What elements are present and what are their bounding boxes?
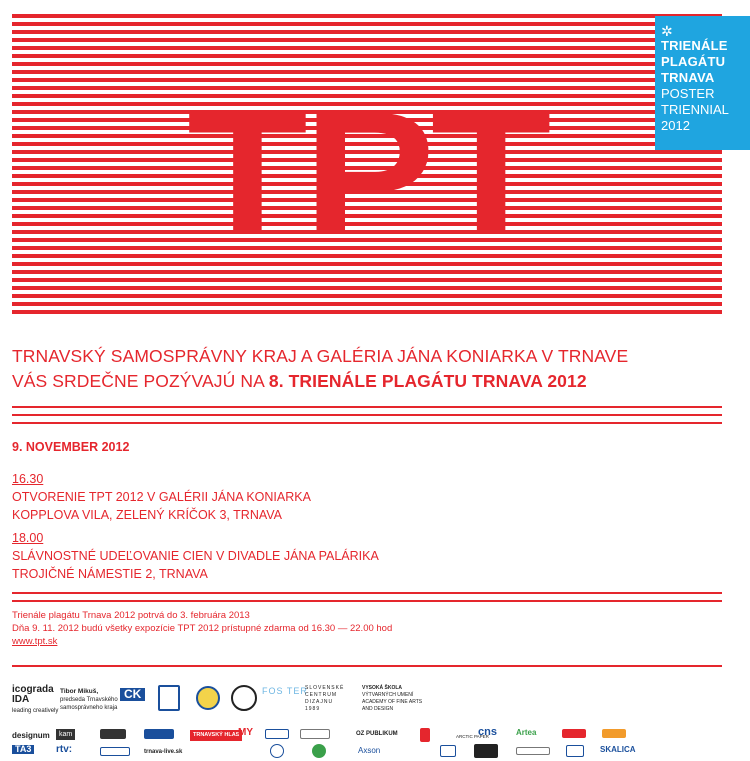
vsvu-line: VYSOKÁ ŠKOLA	[362, 685, 403, 691]
ribbon-icon	[420, 728, 430, 742]
invitation-line-2	[12, 370, 587, 392]
green-emblem-icon	[312, 744, 326, 758]
design-centre-line: CENTRUM	[305, 692, 337, 698]
badge-line: TRIENNIAL	[661, 102, 729, 117]
stripe	[12, 126, 722, 130]
stripe	[12, 222, 722, 226]
event-time: 16.30	[12, 472, 44, 486]
invitation-line-1: TRNAVSKÝ SAMOSPRÁVNY KRAJ A GALÉRIA JÁNA KONIARKA V TRNAVE	[12, 346, 629, 366]
divider	[12, 406, 722, 408]
event-title: OTVORENIE TPT 2012 V GALÉRII JÁNA KONIARKA	[12, 490, 311, 504]
website-link[interactable]: www.tpt.sk	[12, 636, 58, 647]
badge-line: 2012	[661, 118, 690, 133]
event-1	[12, 470, 311, 524]
mikus-name: Tibor Mikuš,	[60, 688, 99, 695]
stripe	[12, 182, 722, 186]
note-free-entry: Dňa 9. 11. 2012 budú všetky expozície TPT 2012 prístupné zdarma od 16.30 — 22.00 hod	[12, 623, 393, 634]
stripe	[12, 110, 722, 114]
stripe	[12, 302, 722, 306]
divider	[12, 422, 722, 424]
stripe	[12, 174, 722, 178]
my-logo: MY	[238, 727, 253, 738]
stripe	[12, 102, 722, 106]
sponsor-mark-icon	[100, 729, 126, 739]
invitation-event-name: 8. TRIENÁLE PLAGÁTU TRNAVA 2012	[268, 371, 587, 391]
sponsor-logos	[0, 675, 750, 761]
badge-line: TRIENÁLE	[661, 38, 728, 53]
design-centre-line: 1989	[305, 706, 321, 712]
stripe	[12, 294, 722, 298]
stripe	[12, 262, 722, 266]
stripe	[12, 286, 722, 290]
stripe	[12, 46, 722, 50]
rtv-logo: rtv:	[56, 744, 73, 755]
stripe	[12, 278, 722, 282]
vsvu-line: ACADEMY OF FINE ARTS	[362, 699, 423, 705]
mikus-role: predseda Trnavského	[60, 697, 118, 703]
event-title: SLÁVNOSTNÉ UDEĽOVANIE CIEN V DIVADLE JÁNA PALÁRIKA	[12, 549, 379, 563]
event-2	[12, 529, 379, 583]
seal-emblem-icon	[231, 685, 257, 711]
trnavsky-hlas-logo: TRNAVSKÝ HLAS	[190, 730, 242, 741]
foster-logo: FOS TER	[262, 686, 308, 696]
stripe	[12, 310, 722, 314]
divider	[12, 592, 722, 594]
badge-line: POSTER	[661, 86, 715, 101]
stripe	[12, 206, 722, 210]
stripe	[12, 134, 722, 138]
round-emblem-icon	[270, 744, 284, 758]
stripe	[12, 166, 722, 170]
note-duration: Trienále plagátu Trnava 2012 potrvá do 3. februára 2013	[12, 610, 250, 621]
stripe	[12, 94, 722, 98]
sponsor-mark-icon	[566, 745, 584, 757]
arctic-paper-logo: ARCTIC PAPER	[456, 734, 489, 739]
stripe	[12, 142, 722, 146]
stripe	[12, 62, 722, 66]
event-time: 18.00	[12, 531, 44, 545]
skalica-logo: SKALICA	[600, 745, 636, 754]
divider	[12, 665, 722, 667]
stripe	[12, 198, 722, 202]
event-address: KOPPLOVA VILA, ZELENÝ KRÍČOK 3, TRNAVA	[12, 508, 283, 522]
striped-poster-graphic	[12, 14, 722, 318]
stripe	[12, 30, 722, 34]
sponsor-mark-icon	[516, 747, 550, 755]
sponsor-mark-icon	[265, 729, 289, 739]
sponsor-mark-icon	[300, 729, 330, 739]
program-date: 9. NOVEMBER 2012	[12, 440, 130, 454]
stripe	[12, 70, 722, 74]
sponsor-mark-icon	[562, 729, 586, 738]
stripe	[12, 14, 722, 18]
divider	[12, 600, 722, 602]
stripe	[12, 54, 722, 58]
sponsor-mark-icon	[602, 729, 626, 738]
oz-publikum-logo: OZ PUBLIKUM	[356, 731, 398, 737]
notes	[12, 609, 392, 648]
stripe	[12, 246, 722, 250]
stripe	[12, 78, 722, 82]
designum-logo: designum	[12, 731, 50, 740]
event-address: TROJIČNÉ NÁMESTIE 2, TRNAVA	[12, 567, 208, 581]
stripe	[12, 158, 722, 162]
mikus-role: samosprávneho kraja	[60, 705, 118, 711]
vsvu-line: VÝTVARNÝCH UMENÍ	[362, 692, 414, 698]
sponsor-mark-icon	[440, 745, 456, 757]
divider	[12, 414, 722, 416]
stripe	[12, 214, 722, 218]
stripe	[12, 150, 722, 154]
coat-of-arms-icon	[158, 685, 180, 711]
ida-logo: IDA	[12, 694, 30, 705]
cns-logo: cns	[478, 726, 497, 738]
ta3-logo: TA3	[12, 745, 34, 754]
badge-line: TRNAVA	[661, 70, 715, 85]
trnava-live-logo: trnava-live.sk	[144, 749, 183, 755]
sponsor-mark-icon	[144, 729, 174, 739]
badge-line: PLAGÁTU	[661, 54, 726, 69]
icograda-tagline: leading creatively	[12, 708, 59, 714]
stripe	[12, 190, 722, 194]
stripe	[12, 230, 722, 234]
axson-logo: Axson	[358, 746, 381, 755]
wheel-emblem-icon	[196, 686, 220, 710]
icograda-logo: icograda	[12, 684, 54, 695]
triennial-badge	[655, 16, 750, 150]
kam-logo: kam	[56, 729, 75, 740]
stripe	[12, 86, 722, 90]
sponsor-mark-icon	[474, 744, 498, 758]
design-centre-line: DIZAJNU	[305, 699, 334, 705]
stripe	[12, 270, 722, 274]
star-icon: ✲	[661, 23, 673, 39]
stripe	[12, 254, 722, 258]
design-centre-line: SLOVENSKÉ	[305, 685, 345, 691]
invitation-prefix: VÁS SRDEČNE POZÝVAJÚ NA	[12, 371, 269, 391]
stripe	[12, 238, 722, 242]
vsvu-line: AND DESIGN	[362, 706, 394, 712]
sponsor-mark-icon	[100, 747, 130, 756]
ck-logo: CK	[120, 688, 145, 701]
stripe	[12, 38, 722, 42]
artea-logo: Artea	[516, 728, 537, 737]
stripe	[12, 118, 722, 122]
stripe	[12, 22, 722, 26]
